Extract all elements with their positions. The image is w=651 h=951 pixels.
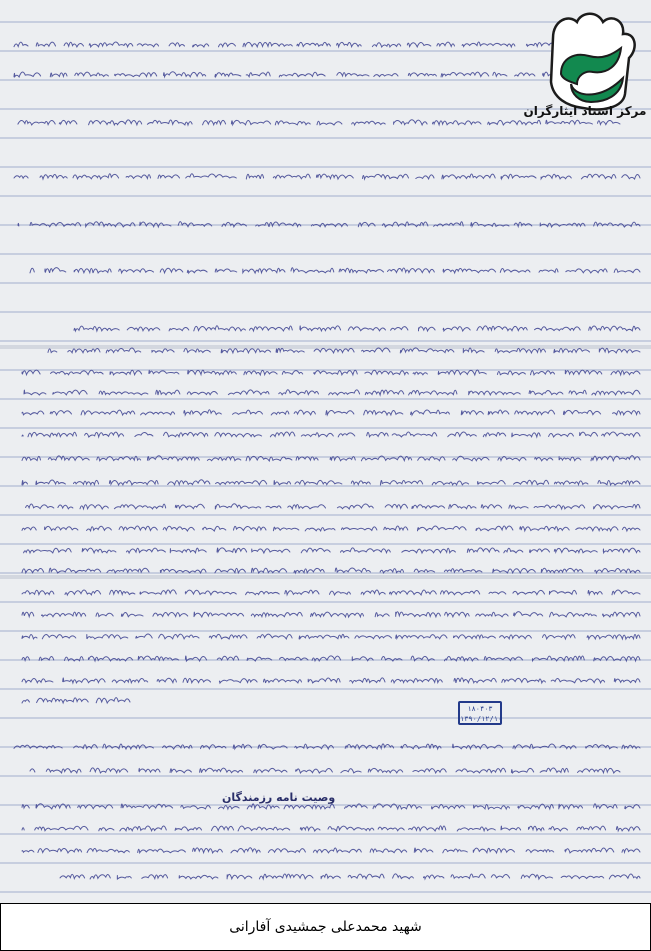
caption-text: شهید محمدعلی جمشیدی آفارانی	[229, 919, 422, 935]
stamp-date: ۱۳۹۰/۱۲/۱۰	[460, 715, 503, 723]
stamp-number: ۱۸۰۴۰۳	[467, 705, 493, 713]
org-name: مرکز اسناد ایثارگران	[523, 104, 647, 118]
archive-stamp	[458, 701, 502, 725]
section-heading: وصیت نامه رزمندگان	[222, 791, 336, 804]
caption-bar	[0, 903, 651, 951]
